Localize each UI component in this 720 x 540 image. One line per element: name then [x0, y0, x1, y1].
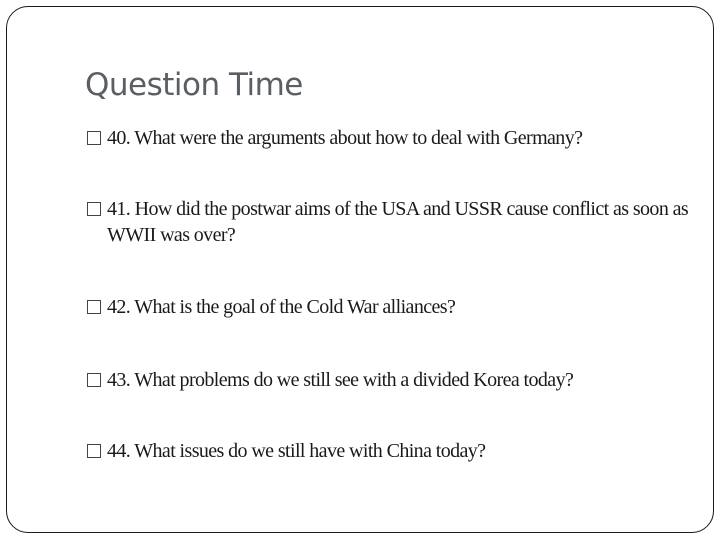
question-text: 40. What were the arguments about how to deal with Germany? — [107, 127, 583, 149]
question-item-42 — [87, 294, 697, 320]
question-item-41 — [87, 196, 697, 248]
question-item-43 — [87, 367, 697, 393]
question-item-44 — [87, 438, 697, 464]
square-bullet-icon — [87, 131, 101, 145]
question-text: 43. What problems do we still see with a divided Korea today? — [107, 369, 574, 391]
square-bullet-icon — [87, 373, 101, 387]
question-text: 42. What is the goal of the Cold War alliances? — [107, 296, 456, 318]
question-text: 41. How did the postwar aims of the USA and USSR cause conflict as soon as WWII was over? — [107, 198, 689, 246]
square-bullet-icon — [87, 444, 101, 458]
square-bullet-icon — [87, 202, 101, 216]
square-bullet-icon — [87, 300, 101, 314]
question-text: 44. What issues do we still have with China today? — [107, 440, 486, 462]
slide-frame — [6, 6, 714, 533]
slide-title: Question Time — [85, 67, 303, 103]
question-item-40 — [87, 125, 697, 151]
